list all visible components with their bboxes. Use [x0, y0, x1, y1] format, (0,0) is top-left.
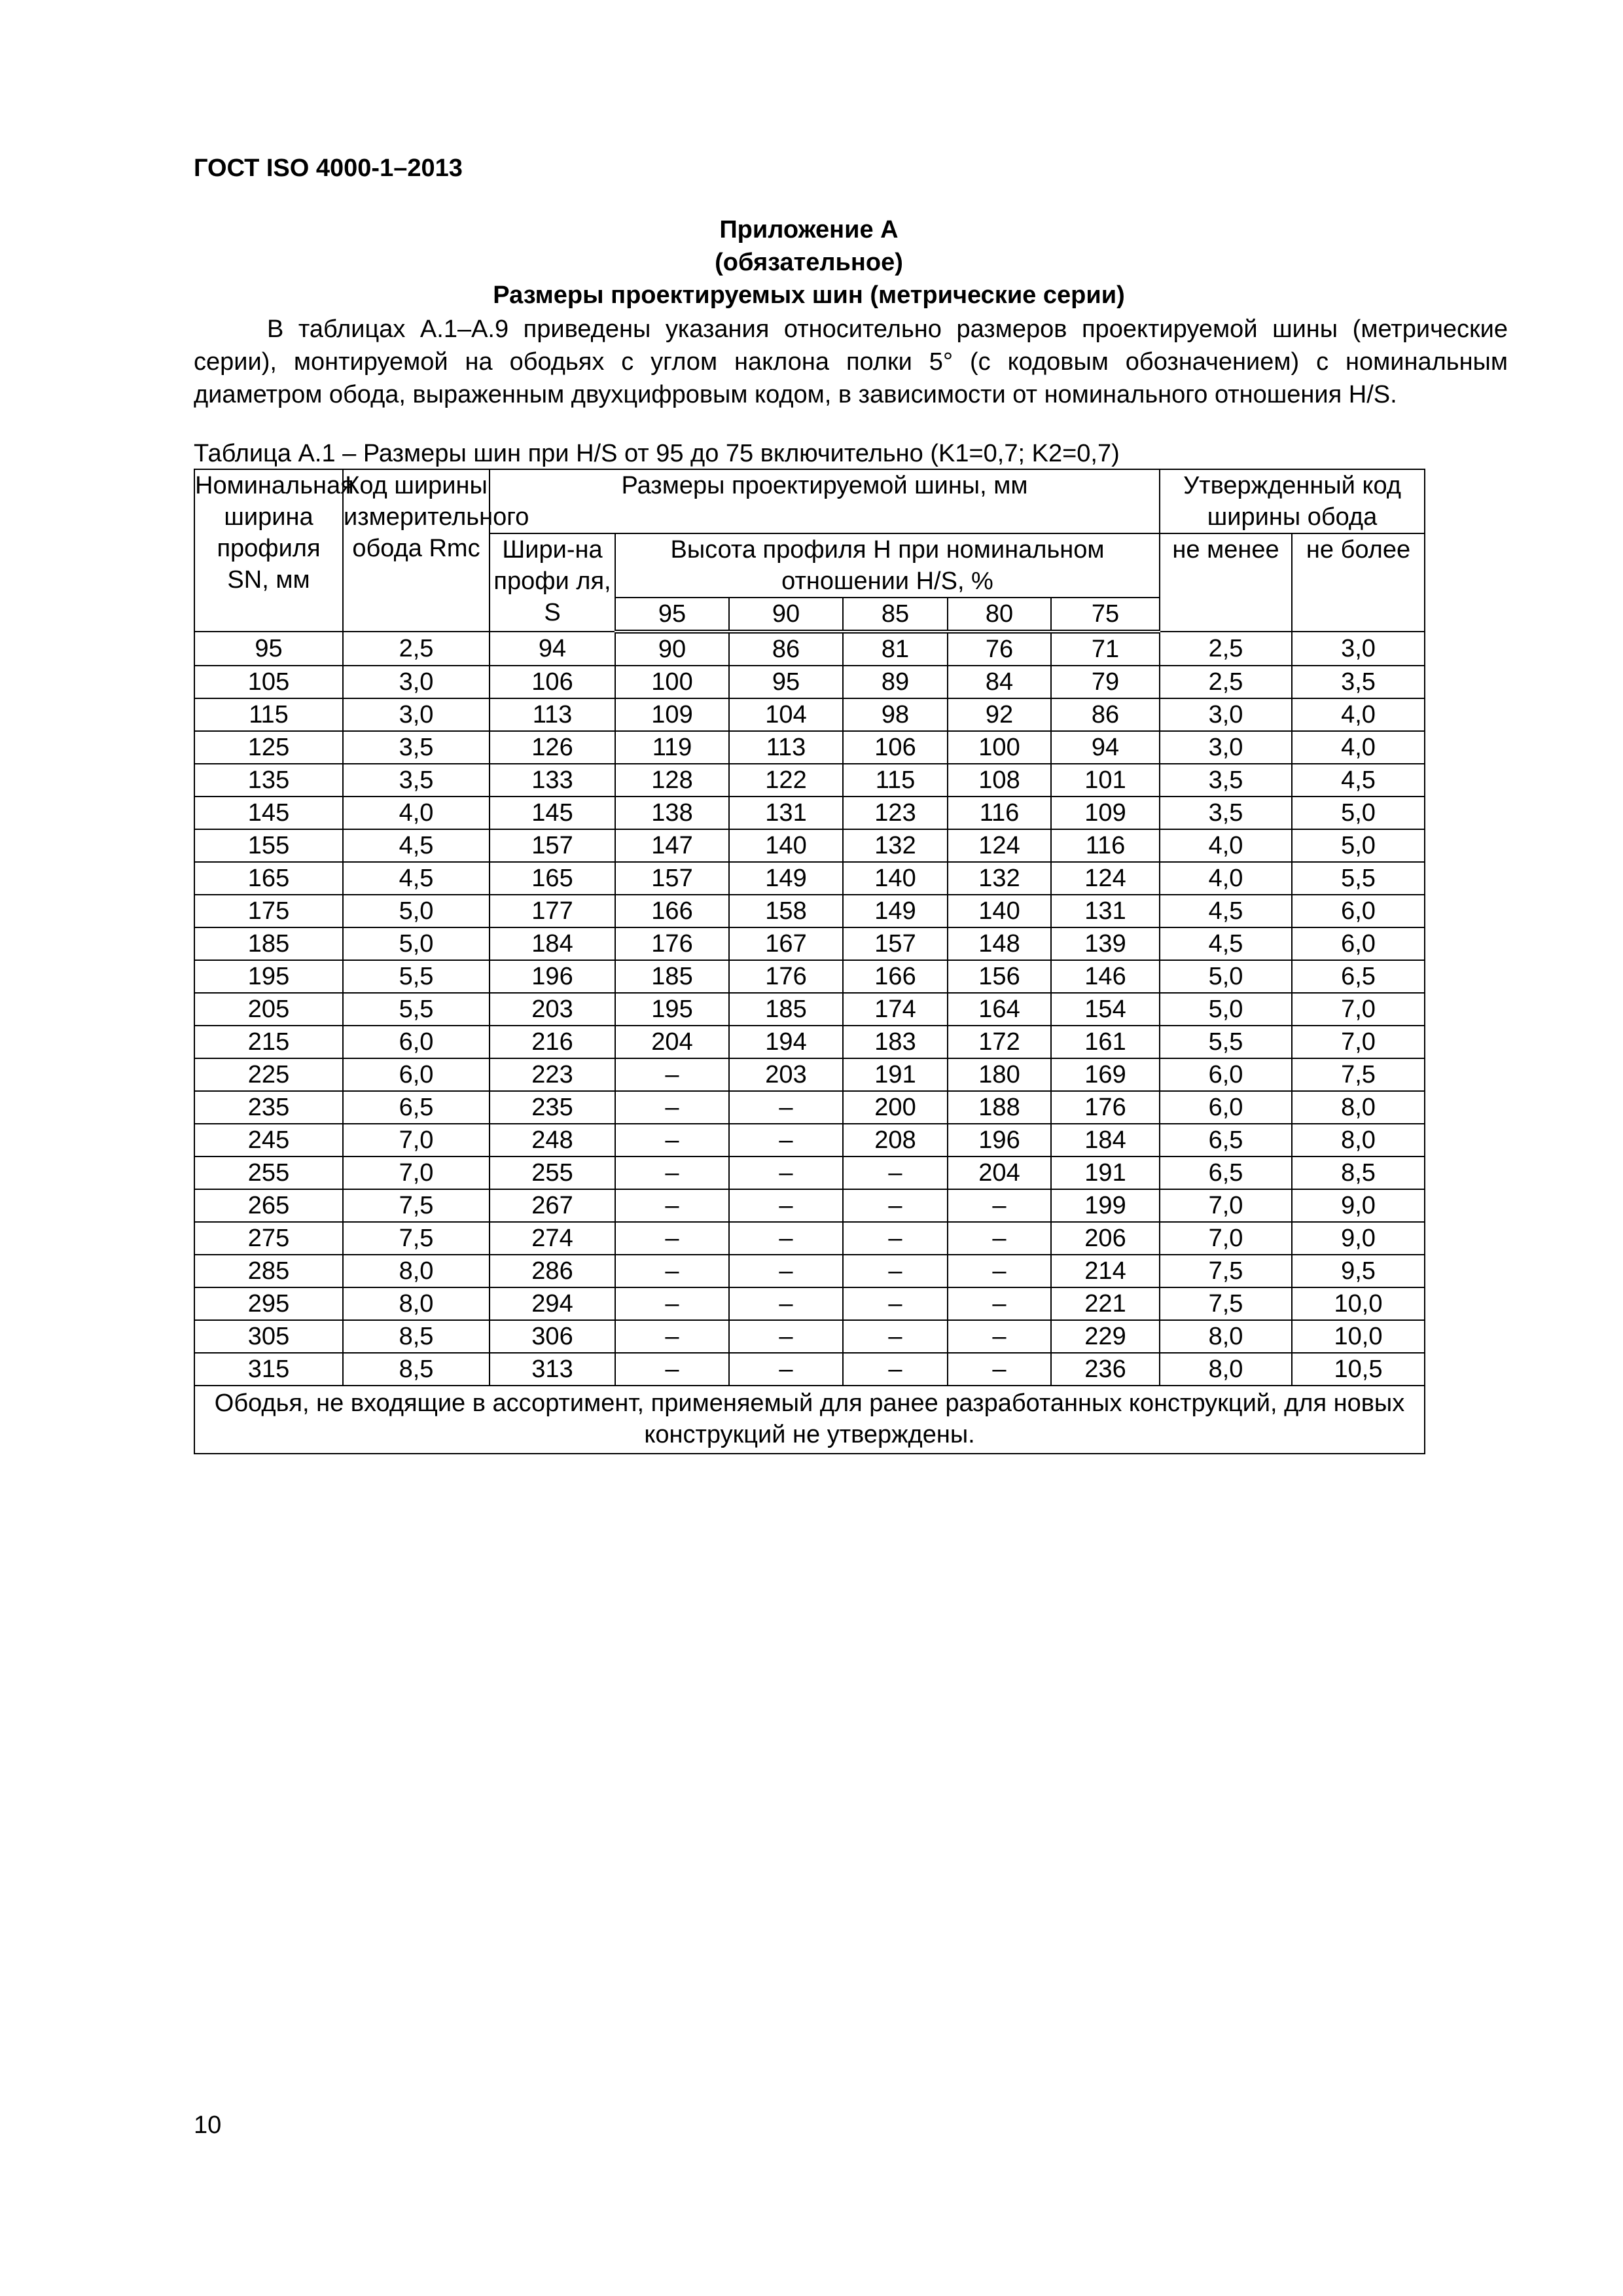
table-cell: –	[843, 1255, 948, 1287]
header-design-sizes: Размеры проектируемой шины, мм	[490, 469, 1160, 533]
table-cell: 185	[194, 927, 343, 960]
table-cell: 265	[194, 1189, 343, 1222]
table-cell: 94	[490, 632, 615, 666]
table-cell: 148	[948, 927, 1051, 960]
table-cell: –	[843, 1222, 948, 1255]
table-cell: 176	[729, 960, 843, 993]
table-cell: 183	[843, 1026, 948, 1058]
table-cell: 4,5	[1160, 927, 1292, 960]
header-ratio: 85	[843, 598, 948, 632]
table-cell: 154	[1051, 993, 1160, 1026]
table-cell: 90	[615, 632, 729, 666]
table-cell: 275	[194, 1222, 343, 1255]
table-row	[194, 1058, 1425, 1091]
table-cell: 6,0	[1292, 895, 1425, 927]
table-row	[194, 927, 1425, 960]
table-cell: 9,0	[1292, 1222, 1425, 1255]
header-ratio: 95	[615, 598, 729, 632]
table-cell: 149	[729, 862, 843, 895]
table-cell: 3,5	[343, 731, 490, 764]
table-row	[194, 1353, 1425, 1386]
table-row	[194, 797, 1425, 829]
table-cell: 285	[194, 1255, 343, 1287]
table-cell: 3,5	[343, 764, 490, 797]
table-cell: –	[948, 1320, 1051, 1353]
table-cell: 8,0	[343, 1287, 490, 1320]
table-cell: 10,0	[1292, 1287, 1425, 1320]
table-cell: 5,5	[1160, 1026, 1292, 1058]
header-rim-code: Код ширины измерительного обода Rmc	[343, 469, 490, 632]
table-cell: 3,5	[1160, 797, 1292, 829]
table-cell: 3,5	[1292, 666, 1425, 698]
table-cell: 128	[615, 764, 729, 797]
table-cell: 98	[843, 698, 948, 731]
table-cell: 116	[1051, 829, 1160, 862]
table-cell: 7,0	[343, 1157, 490, 1189]
table-cell: 8,5	[343, 1353, 490, 1386]
table-cell: 6,0	[343, 1058, 490, 1091]
table-cell: 184	[1051, 1124, 1160, 1157]
table-cell: 140	[843, 862, 948, 895]
table-cell: 4,0	[1160, 862, 1292, 895]
table-cell: 7,5	[1160, 1287, 1292, 1320]
table-cell: 235	[490, 1091, 615, 1124]
table-cell: 119	[615, 731, 729, 764]
table-cell: 286	[490, 1255, 615, 1287]
table-cell: 9,0	[1292, 1189, 1425, 1222]
table-cell: 10,5	[1292, 1353, 1425, 1386]
table-cell: 225	[194, 1058, 343, 1091]
table-cell: 156	[948, 960, 1051, 993]
table-cell: –	[843, 1287, 948, 1320]
table-cell: 113	[729, 731, 843, 764]
header-min: не менее	[1160, 533, 1292, 632]
table-cell: 7,5	[343, 1189, 490, 1222]
table-row	[194, 1026, 1425, 1058]
table-cell: 95	[729, 666, 843, 698]
table-cell: 3,0	[1160, 731, 1292, 764]
table-cell: 174	[843, 993, 948, 1026]
table-cell: 7,0	[1160, 1189, 1292, 1222]
table-cell: –	[948, 1353, 1051, 1386]
table-cell: 131	[729, 797, 843, 829]
table-cell: 203	[729, 1058, 843, 1091]
table-cell: 7,0	[1292, 1026, 1425, 1058]
table-cell: 81	[843, 632, 948, 666]
table-cell: –	[615, 1287, 729, 1320]
table-row	[194, 1255, 1425, 1287]
table-cell: 191	[1051, 1157, 1160, 1189]
header-width-s: Шири-на профи ля, S	[490, 533, 615, 632]
table-cell: 10,0	[1292, 1320, 1425, 1353]
table-cell: 95	[194, 632, 343, 666]
table-cell: –	[615, 1320, 729, 1353]
table-cell: 5,0	[343, 927, 490, 960]
table-cell: 5,0	[1292, 797, 1425, 829]
table-cell: 6,0	[1160, 1091, 1292, 1124]
table-row	[194, 829, 1425, 862]
table-cell: 3,0	[1160, 698, 1292, 731]
table-cell: 208	[843, 1124, 948, 1157]
table-cell: 6,5	[1160, 1124, 1292, 1157]
appendix-title: Приложение А	[719, 216, 899, 243]
table-footnote-row	[194, 1386, 1425, 1454]
table-cell: 157	[843, 927, 948, 960]
tire-sizes-table	[194, 469, 1425, 1454]
table-cell: 147	[615, 829, 729, 862]
table-cell: 7,5	[343, 1222, 490, 1255]
header-approved-rim: Утвержденный код ширины обода	[1160, 469, 1425, 533]
table-row	[194, 764, 1425, 797]
table-cell: –	[948, 1287, 1051, 1320]
table-cell: 6,0	[1292, 927, 1425, 960]
table-cell: –	[729, 1124, 843, 1157]
table-cell: 196	[948, 1124, 1051, 1157]
table-cell: 200	[843, 1091, 948, 1124]
table-cell: –	[843, 1157, 948, 1189]
table-cell: 133	[490, 764, 615, 797]
table-row	[194, 698, 1425, 731]
table-cell: 185	[615, 960, 729, 993]
table-cell: 306	[490, 1320, 615, 1353]
table-cell: 5,0	[1160, 960, 1292, 993]
table-cell: 2,5	[1160, 632, 1292, 666]
table-cell: 2,5	[1160, 666, 1292, 698]
table-cell: 204	[948, 1157, 1051, 1189]
table-cell: 2,5	[343, 632, 490, 666]
table-cell: 206	[1051, 1222, 1160, 1255]
table-row	[194, 1124, 1425, 1157]
table-cell: 7,0	[1160, 1222, 1292, 1255]
table-cell: 89	[843, 666, 948, 698]
table-cell: 138	[615, 797, 729, 829]
table-cell: 86	[729, 632, 843, 666]
table-cell: 7,0	[1292, 993, 1425, 1026]
table-cell: 248	[490, 1124, 615, 1157]
table-cell: 199	[1051, 1189, 1160, 1222]
table-cell: 145	[490, 797, 615, 829]
table-row	[194, 862, 1425, 895]
table-row	[194, 960, 1425, 993]
table-cell: 4,5	[1292, 764, 1425, 797]
table-cell: 4,0	[1292, 698, 1425, 731]
table-body	[194, 632, 1425, 1454]
table-cell: 116	[948, 797, 1051, 829]
table-cell: 315	[194, 1353, 343, 1386]
table-cell: 105	[194, 666, 343, 698]
table-cell: 255	[490, 1157, 615, 1189]
table-cell: 5,0	[1292, 829, 1425, 862]
table-cell: 106	[490, 666, 615, 698]
table-cell: 104	[729, 698, 843, 731]
table-cell: 9,5	[1292, 1255, 1425, 1287]
table-cell: 8,5	[343, 1320, 490, 1353]
table-cell: 4,0	[343, 797, 490, 829]
table-cell: 229	[1051, 1320, 1160, 1353]
table-cell: –	[729, 1320, 843, 1353]
table-cell: 195	[615, 993, 729, 1026]
table-cell: 194	[729, 1026, 843, 1058]
table-cell: 161	[1051, 1026, 1160, 1058]
table-cell: 294	[490, 1287, 615, 1320]
table-cell: 7,5	[1292, 1058, 1425, 1091]
table-cell: 8,0	[1160, 1353, 1292, 1386]
table-cell: –	[615, 1091, 729, 1124]
table-cell: –	[615, 1124, 729, 1157]
table-cell: 205	[194, 993, 343, 1026]
table-row	[194, 1320, 1425, 1353]
table-cell: 5,5	[343, 993, 490, 1026]
table-cell: 3,5	[1160, 764, 1292, 797]
table-cell: 180	[948, 1058, 1051, 1091]
header-height-h: Высота профиля H при номинальном отношении H/S, %	[615, 533, 1160, 598]
table-row	[194, 1222, 1425, 1255]
table-cell: –	[948, 1255, 1051, 1287]
table-cell: 109	[1051, 797, 1160, 829]
table-cell: 255	[194, 1157, 343, 1189]
header-ratio: 90	[729, 598, 843, 632]
table-cell: 214	[1051, 1255, 1160, 1287]
table-cell: 92	[948, 698, 1051, 731]
table-cell: 106	[843, 731, 948, 764]
table-cell: 140	[948, 895, 1051, 927]
table-cell: 267	[490, 1189, 615, 1222]
intro-paragraph: В таблицах А.1–А.9 приведены указания относительно размеров проектируемой шины (метрические серии), монтируемой на ободьях с углом наклона полки 5° (с кодовым обозначением) с номинальным диаметром обода, выраженным двухцифровым кодом, в зависимости от номинального отношения H/S.	[194, 315, 1508, 408]
table-cell: 8,0	[343, 1255, 490, 1287]
table-cell: 6,0	[343, 1026, 490, 1058]
table-cell: 101	[1051, 764, 1160, 797]
table-cell: 109	[615, 698, 729, 731]
header-ratio: 75	[1051, 598, 1160, 632]
table-cell: 221	[1051, 1287, 1160, 1320]
table-cell: 145	[194, 797, 343, 829]
table-cell: 3,0	[343, 666, 490, 698]
table-cell: 100	[615, 666, 729, 698]
table-cell: 176	[615, 927, 729, 960]
header-nominal-width: Номинальная ширина профиля SN, мм	[194, 469, 343, 632]
table-cell: 113	[490, 698, 615, 731]
table-cell: 5,5	[343, 960, 490, 993]
table-cell: 4,5	[343, 862, 490, 895]
table-cell: 235	[194, 1091, 343, 1124]
table-cell: 158	[729, 895, 843, 927]
table-cell: 185	[729, 993, 843, 1026]
table-row	[194, 1157, 1425, 1189]
table-row	[194, 731, 1425, 764]
table-cell: 4,0	[1292, 731, 1425, 764]
table-cell: 4,5	[1160, 895, 1292, 927]
table-cell: 184	[490, 927, 615, 960]
table-cell: 108	[948, 764, 1051, 797]
table-cell: 166	[615, 895, 729, 927]
table-cell: –	[729, 1255, 843, 1287]
table-cell: 157	[490, 829, 615, 862]
table-cell: 86	[1051, 698, 1160, 731]
table-cell: 195	[194, 960, 343, 993]
table-cell: 3,0	[1292, 632, 1425, 666]
table-cell: 4,0	[1160, 829, 1292, 862]
table-cell: 295	[194, 1287, 343, 1320]
table-row	[194, 1287, 1425, 1320]
table-row	[194, 1189, 1425, 1222]
table-cell: 115	[194, 698, 343, 731]
table-cell: 5,0	[1160, 993, 1292, 1026]
table-cell: –	[615, 1189, 729, 1222]
table-cell: 8,5	[1292, 1157, 1425, 1189]
table-cell: –	[948, 1222, 1051, 1255]
table-cell: –	[729, 1091, 843, 1124]
table-cell: 4,5	[343, 829, 490, 862]
table-cell: –	[843, 1189, 948, 1222]
table-cell: –	[615, 1157, 729, 1189]
table-cell: 7,0	[343, 1124, 490, 1157]
table-cell: 149	[843, 895, 948, 927]
table-cell: 5,5	[1292, 862, 1425, 895]
table-cell: –	[729, 1222, 843, 1255]
table-cell: –	[843, 1353, 948, 1386]
header-ratio: 80	[948, 598, 1051, 632]
table-cell: 5,0	[343, 895, 490, 927]
table-cell: 6,5	[1292, 960, 1425, 993]
table-cell: 305	[194, 1320, 343, 1353]
table-cell: 131	[1051, 895, 1160, 927]
table-cell: 8,0	[1292, 1091, 1425, 1124]
table-cell: 313	[490, 1353, 615, 1386]
table-cell: 172	[948, 1026, 1051, 1058]
table-cell: 132	[843, 829, 948, 862]
table-cell: 125	[194, 731, 343, 764]
table-cell: –	[948, 1189, 1051, 1222]
table-cell: 169	[1051, 1058, 1160, 1091]
table-row	[194, 632, 1425, 666]
table-cell: 122	[729, 764, 843, 797]
table-cell: 165	[490, 862, 615, 895]
table-cell: 274	[490, 1222, 615, 1255]
table-cell: 155	[194, 829, 343, 862]
table-row	[194, 993, 1425, 1026]
table-cell: 164	[948, 993, 1051, 1026]
table-cell: 177	[490, 895, 615, 927]
table-cell: 191	[843, 1058, 948, 1091]
table-cell: 140	[729, 829, 843, 862]
header-max: не более	[1292, 533, 1425, 632]
table-cell: 6,5	[343, 1091, 490, 1124]
table-cell: 94	[1051, 731, 1160, 764]
table-row	[194, 666, 1425, 698]
table-cell: 132	[948, 862, 1051, 895]
table-cell: 76	[948, 632, 1051, 666]
appendix-subject: Размеры проектируемых шин (метрические серии)	[493, 281, 1125, 309]
page-number: 10	[194, 2111, 222, 2139]
table-cell: 8,0	[1160, 1320, 1292, 1353]
table-caption: Таблица А.1 – Размеры шин при H/S от 95 до 75 включительно (K1=0,7; K2=0,7)	[194, 440, 1120, 467]
table-cell: –	[729, 1353, 843, 1386]
document-header-code: ГОСТ ISO 4000-1–2013	[194, 154, 463, 182]
table-cell: 7,5	[1160, 1255, 1292, 1287]
table-cell: 157	[615, 862, 729, 895]
table-cell: 8,0	[1292, 1124, 1425, 1157]
table-cell: 115	[843, 764, 948, 797]
table-cell: 126	[490, 731, 615, 764]
table-cell: 3,0	[343, 698, 490, 731]
table-cell: 216	[490, 1026, 615, 1058]
table-cell: 203	[490, 993, 615, 1026]
table-cell: –	[615, 1222, 729, 1255]
table-cell: 167	[729, 927, 843, 960]
table-cell: 124	[948, 829, 1051, 862]
table-cell: 165	[194, 862, 343, 895]
table-cell: –	[615, 1255, 729, 1287]
table-cell: 6,0	[1160, 1058, 1292, 1091]
table-cell: –	[615, 1353, 729, 1386]
table-cell: 100	[948, 731, 1051, 764]
table-cell: 223	[490, 1058, 615, 1091]
table-cell: 124	[1051, 862, 1160, 895]
table-cell: 204	[615, 1026, 729, 1058]
table-footnote: Ободья, не входящие в ассортимент, применяемый для ранее разработанных конструкций, для новых конструкций не утверждены.	[194, 1386, 1425, 1454]
table-cell: 139	[1051, 927, 1160, 960]
table-cell: 123	[843, 797, 948, 829]
table-cell: 215	[194, 1026, 343, 1058]
table-cell: 135	[194, 764, 343, 797]
table-row	[194, 895, 1425, 927]
table-cell: 166	[843, 960, 948, 993]
table-cell: –	[729, 1157, 843, 1189]
table-cell: 146	[1051, 960, 1160, 993]
table-cell: 79	[1051, 666, 1160, 698]
table-cell: –	[615, 1058, 729, 1091]
table-cell: 176	[1051, 1091, 1160, 1124]
table-cell: 71	[1051, 632, 1160, 666]
table-cell: 196	[490, 960, 615, 993]
table-cell: 84	[948, 666, 1051, 698]
table-cell: –	[729, 1287, 843, 1320]
table-row	[194, 1091, 1425, 1124]
table-cell: 175	[194, 895, 343, 927]
table-cell: –	[729, 1189, 843, 1222]
table-cell: 245	[194, 1124, 343, 1157]
appendix-status: (обязательное)	[715, 249, 903, 276]
table-cell: –	[843, 1320, 948, 1353]
table-cell: 236	[1051, 1353, 1160, 1386]
table-cell: 6,5	[1160, 1157, 1292, 1189]
table-cell: 188	[948, 1091, 1051, 1124]
